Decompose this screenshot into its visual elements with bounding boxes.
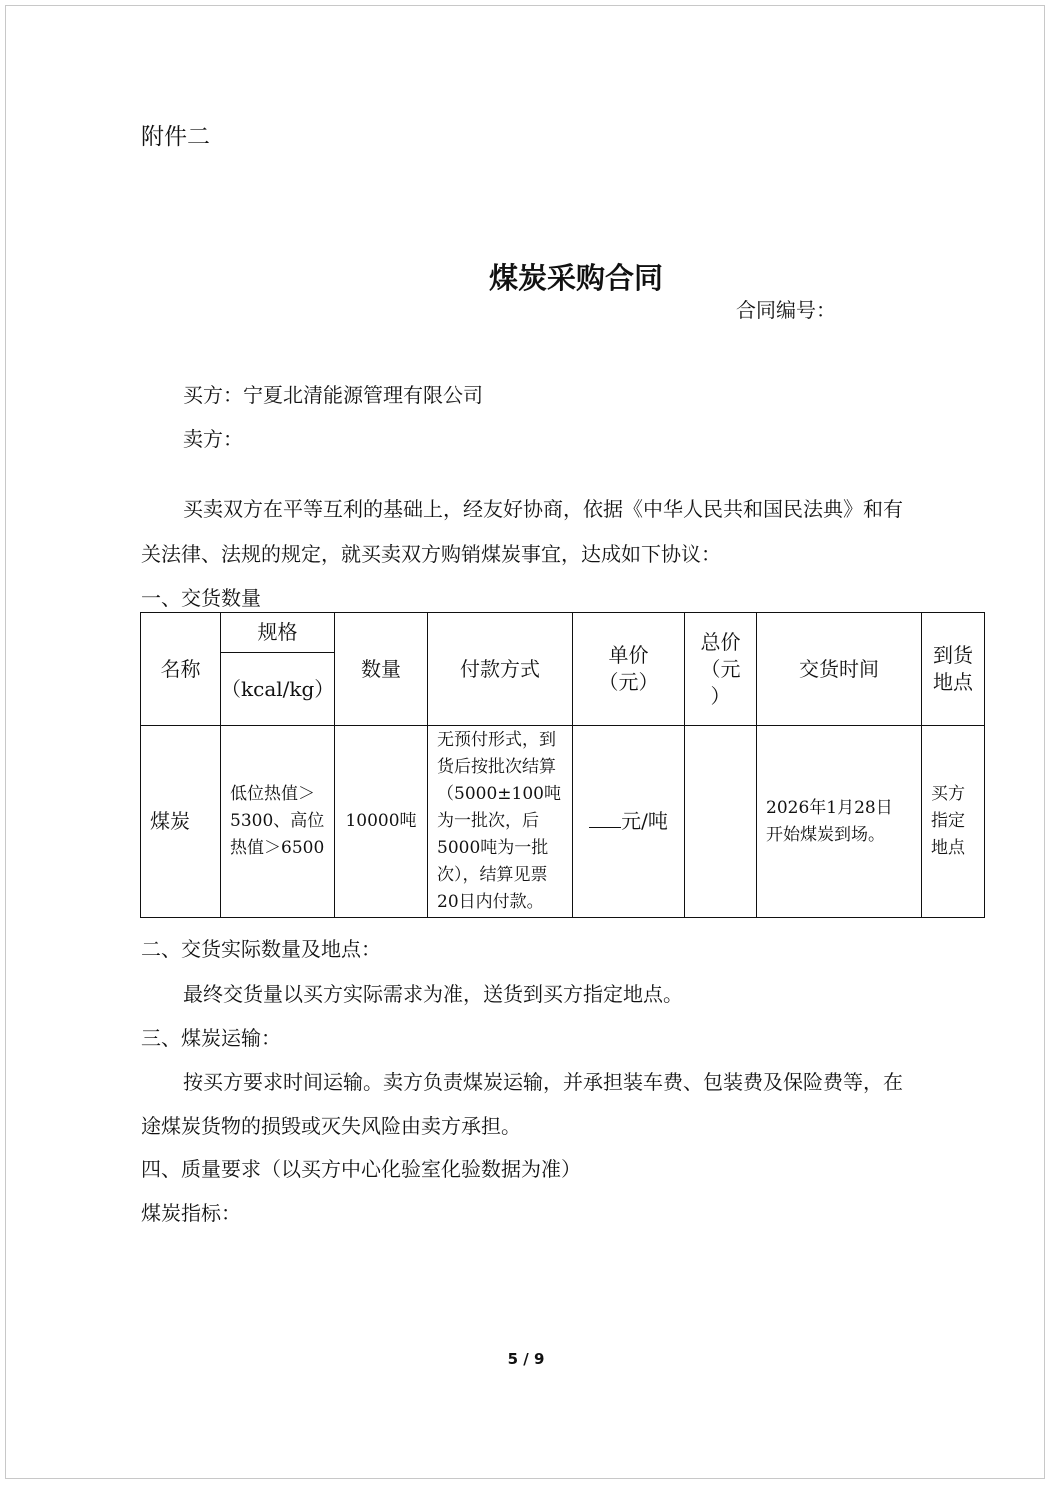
row-payment-l7: 20日内付款。: [437, 892, 544, 912]
header-spec: 规格: [221, 613, 335, 653]
header-payment: 付款方式: [428, 613, 573, 726]
row-delivery-l1: 2026年1月28日: [766, 797, 893, 818]
row-payment-l5: 5000吨为一批: [437, 838, 549, 858]
intro-line-1: 买卖双方在平等互利的基础上，经友好协商，依据《中华人民共和国民法典》和有: [183, 497, 903, 521]
header-total-l3: ）: [710, 683, 731, 708]
header-delivery-time: 交货时间: [757, 613, 922, 726]
row-spec-l3: 热值＞6500: [230, 838, 325, 858]
header-total: [685, 613, 757, 726]
row-unit-price: [573, 726, 685, 918]
row-payment-l2: 货后按批次结算: [437, 757, 556, 777]
document-page: [5, 5, 1045, 1479]
header-unit-price-l2: （元）: [598, 670, 659, 694]
section-3-heading: 三、煤炭运输：: [141, 1026, 281, 1050]
row-payment-l3: （5000±100吨: [437, 784, 561, 804]
delivery-table: [140, 612, 985, 918]
row-location-l3: 地点: [931, 838, 965, 858]
row-payment-l4: 为一批次，后: [437, 811, 539, 831]
row-spec-l2: 5300、高位: [230, 811, 325, 831]
document-title: 煤炭采购合同: [488, 261, 663, 295]
header-location: [922, 613, 985, 726]
attachment-label: 附件二: [141, 124, 210, 150]
buyer-line: 买方：宁夏北清能源管理有限公司: [183, 383, 483, 407]
row-location-l1: 买方: [931, 784, 965, 804]
section-1-heading: 一、交货数量: [141, 586, 261, 610]
header-location-l1: 到货: [933, 643, 973, 667]
row-location: [922, 726, 985, 918]
row-name: 煤炭: [141, 726, 221, 918]
header-unit-price: [573, 613, 685, 726]
intro-line-2: 关法律、法规的规定，就买卖双方购销煤炭事宜，达成如下协议：: [141, 542, 721, 566]
header-name: 名称: [141, 613, 221, 726]
row-payment-l6: 次），结算见票: [437, 865, 548, 885]
row-location-l2: 指定: [931, 811, 965, 831]
section-2-body: 最终交货量以买方实际需求为准，送货到买方指定地点。: [183, 982, 683, 1006]
row-spec: [221, 726, 335, 918]
coal-index-label: 煤炭指标：: [141, 1201, 241, 1225]
unit-price-blank: [589, 809, 621, 828]
header-total-l1: 总价: [700, 629, 741, 654]
row-payment: [428, 726, 573, 918]
header-location-l2: 地点: [933, 670, 973, 694]
contract-number-label: 合同编号：: [736, 298, 836, 322]
seller-line: 卖方：: [183, 427, 243, 451]
section-3-line-1: 按买方要求时间运输。卖方负责煤炭运输，并承担装车费、包装费及保险费等，在: [183, 1070, 903, 1094]
header-total-l2: （元: [700, 656, 741, 681]
section-3-line-2: 途煤炭货物的损毁或灭失风险由卖方承担。: [141, 1114, 521, 1138]
row-spec-l1: 低位热值＞: [230, 784, 315, 804]
row-total: [685, 726, 757, 918]
header-spec-unit: （kcal/kg）: [221, 653, 335, 726]
header-quantity: 数量: [335, 613, 428, 726]
row-payment-l1: 无预付形式，到: [437, 730, 556, 750]
unit-price-suffix: 元/吨: [621, 809, 668, 833]
section-2-heading: 二、交货实际数量及地点：: [141, 937, 381, 961]
row-delivery-l2: 开始煤炭到场。: [766, 824, 885, 845]
header-unit-price-l1: 单价: [608, 643, 649, 667]
row-quantity: 10000吨: [335, 726, 428, 918]
row-delivery-time: [757, 726, 922, 918]
page-indicator: 5 / 9: [507, 1350, 545, 1368]
section-4-heading: 四、质量要求（以买方中心化验室化验数据为准）: [141, 1157, 581, 1181]
